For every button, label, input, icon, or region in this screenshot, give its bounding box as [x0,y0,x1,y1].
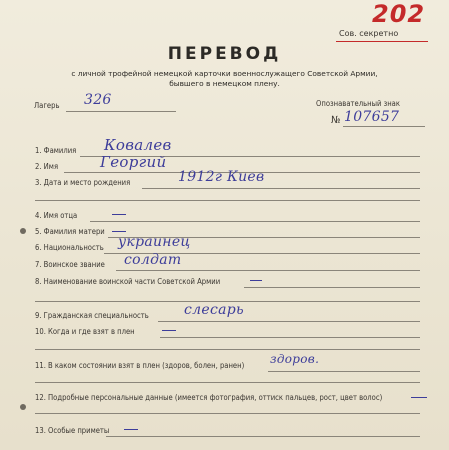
id-tag-prefix: № [331,115,341,126]
field-value-mother-surname [112,231,126,232]
punch-hole-bottom [20,404,26,410]
field-label-civil-profession: 9. Гражданская специальность [35,311,149,320]
field-label-rank: 7. Воинское звание [35,260,105,269]
field-label-surname: 1. Фамилия [35,146,77,155]
stamp-underline [336,41,428,42]
field-line-birth [142,188,420,189]
field-line-personal-data [35,413,420,414]
punch-hole-top [20,228,26,234]
id-tag-underline [343,126,425,127]
document-subtitle-1: с личной трофейной немецкой карточки военнослужащего Советской Армии, [71,69,378,78]
field-label-capture: 10. Когда и где взят в плен [35,327,135,336]
field-label-first-name: 2. Имя [35,162,59,171]
field-value-surname: Ковалев [104,136,172,154]
camp-label: Лагерь [34,101,60,110]
field-label-condition: 11. В каком состоянии взят в плен (здоров, болен, ранен) [35,361,245,370]
field-value-nationality: украинец [118,234,191,250]
field-value-personal-data [411,397,427,398]
field-line-condition [268,371,420,372]
field-label-father-name: 4. Имя отца [35,211,78,220]
spacer-line-4 [35,382,420,383]
field-line-civil-profession [158,321,420,322]
field-line-special-marks [106,436,420,437]
id-tag-label: Опознавательный знак [316,99,400,108]
field-value-rank: солдат [124,252,182,268]
camp-underline [66,111,176,112]
field-value-civil-profession: слесарь [184,302,244,318]
page-number: 202 [372,0,426,28]
field-value-father-name [112,214,126,215]
field-label-special-marks: 13. Особые приметы [35,426,110,435]
field-line-capture [160,337,420,338]
field-value-condition: здоров. [270,352,320,366]
field-label-unit: 8. Наименование воинской части Советской Армии [35,277,221,286]
document-subtitle-2: бывшего в немецком плену. [169,79,280,88]
camp-value: 326 [84,92,112,108]
secret-stamp: Сов. секретно [339,29,399,38]
field-line-father-name [90,221,420,222]
field-value-first-name: Георгий [100,153,167,171]
field-value-special-marks [124,429,138,430]
spacer-line-3 [35,349,420,350]
field-value-capture [162,330,176,331]
id-tag-value: 107657 [344,109,400,125]
field-value-birth: 1912г Киев [178,169,265,185]
field-label-nationality: 6. Национальность [35,243,104,252]
field-line-rank [116,270,420,271]
field-value-unit [250,280,262,281]
document-title: ПЕРЕВОД [167,44,282,64]
field-line-unit [244,287,420,288]
field-label-mother-surname: 5. Фамилия матери [35,227,105,236]
spacer-line-1 [35,200,420,201]
field-label-personal-data: 12. Подробные персональные данные (имеется фотография, оттиск пальцев, рост, цвет волос) [35,393,383,402]
field-label-birth: 3. Дата и место рождения [35,178,131,187]
